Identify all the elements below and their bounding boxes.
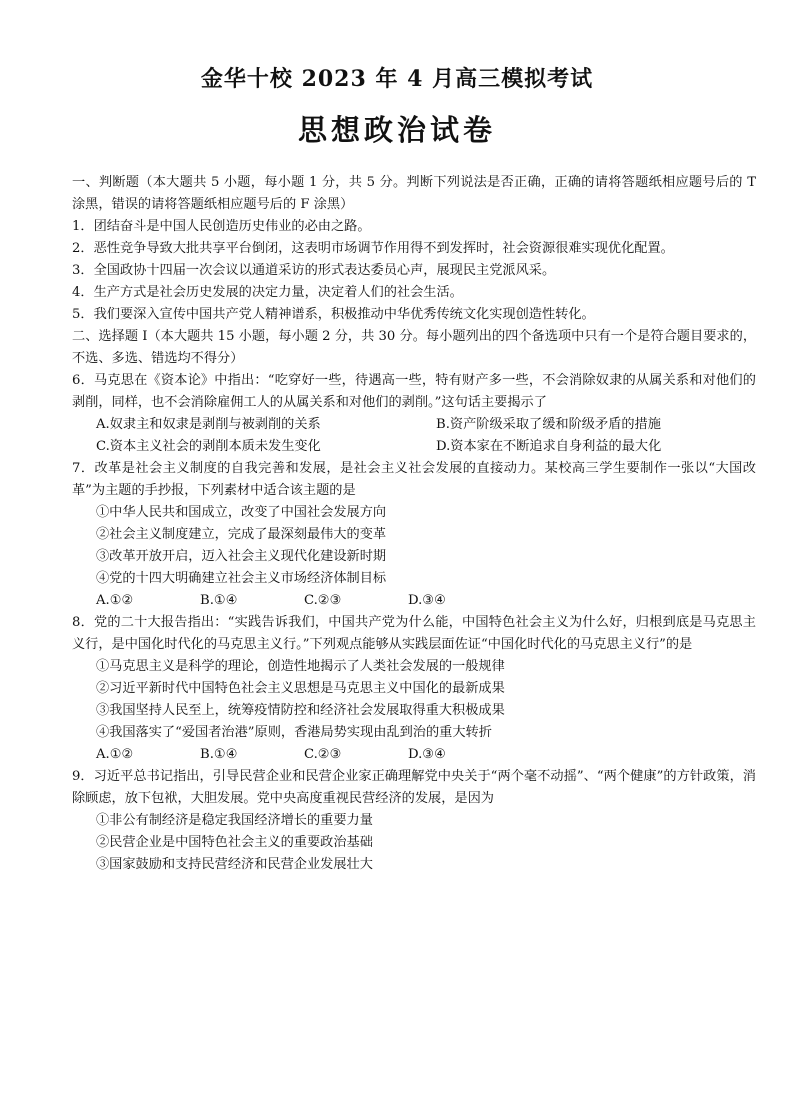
judge-item-5: 5．我们要深入宣传中国共产党人精神谱系，积极推动中华优秀传统文化实现创造性转化。 <box>72 307 595 322</box>
judge-item-3: 3．全国政协十四届一次会议以通道采访的形式表达委员心声，展现民主党派风采。 <box>72 263 556 278</box>
q8-option-d: D.③④ <box>408 747 446 762</box>
q8-option-b: B.①④ <box>200 747 238 762</box>
q7-item-1: ①中华人民共和国成立，改变了中国社会发展方向 <box>96 505 387 520</box>
judge-item-2: 2．恶性竞争导致大批共享平台倒闭，这表明市场调节作用得不到发挥时，社会资源很难实现优化配置。 <box>72 241 674 256</box>
q7-item-2: ②社会主义制度建立，完成了最深刻最伟大的变革 <box>96 527 387 542</box>
judge-item-1: 1．团结奋斗是中国人民创造历史伟业的必由之路。 <box>72 219 371 234</box>
judge-item-4: 4．生产方式是社会历史发展的决定力量，决定着人们的社会生活。 <box>72 285 463 300</box>
exam-title: 金华十校 2023 年 4 月高三模拟考试 <box>200 66 594 92</box>
q8-item-2: ②习近平新时代中国特色社会主义思想是马克思主义中国化的最新成果 <box>96 681 505 696</box>
q6-options-row1 <box>72 414 756 436</box>
q9-item-3: ③国家鼓励和支持民营经济和民营企业发展壮大 <box>96 857 373 872</box>
exam-subject-title: 思想政治试卷 <box>297 113 496 147</box>
q7-option-c: C.②③ <box>304 593 342 608</box>
q7-option-a: A.①② <box>96 593 134 608</box>
q6-option-b: B.资产阶级采取了缓和阶级矛盾的措施 <box>436 417 661 432</box>
q7-option-b: B.①④ <box>200 593 238 608</box>
q8-item-4: ④我国落实了“爱国者治港”原则，香港局势实现由乱到治的重大转折 <box>96 725 492 740</box>
q7-item-3: ③改革开放开启，迈入社会主义现代化建设新时期 <box>96 549 387 564</box>
q8-option-c: C.②③ <box>304 747 342 762</box>
q8-item-3: ③我国坚持人民至上，统筹疫情防控和经济社会发展取得重大积极成果 <box>96 703 505 718</box>
q7-options <box>72 590 756 612</box>
q8-item-1: ①马克思主义是科学的理论，创造性地揭示了人类社会发展的一般规律 <box>96 659 505 674</box>
q9-item-2: ②民营企业是中国特色社会主义的重要政治基础 <box>96 835 373 850</box>
q8-options <box>72 744 756 766</box>
q8-option-a: A.①② <box>96 747 134 762</box>
q9-item-1: ①非公有制经济是稳定我国经济增长的重要力量 <box>96 813 373 828</box>
q6-options-row2 <box>72 436 756 458</box>
q7-stem: 7．改革是社会主义制度的自我完善和发展，是社会主义社会发展的直接动力。某校高三学生要制作一张以“大国改革”为主题的手抄报，下列素材中适合该主题的是 <box>72 461 756 498</box>
exam-content <box>72 172 756 876</box>
section2-heading: 二、选择题 I（本大题共 15 小题，每小题 2 分，共 30 分。每小题列出的四个备选项中只有一个是符合题目要求的，不选、多选、错选均不得分） <box>72 329 756 366</box>
q7-option-d: D.③④ <box>408 593 446 608</box>
section1-heading: 一、判断题（本大题共 5 小题，每小题 1 分，共 5 分。判断下列说法是否正确，正确的请将答题纸相应题号后的 T 涂黑，错误的请将答题纸相应题号后的 F 涂黑） <box>72 175 756 212</box>
q7-item-4: ④党的十四大明确建立社会主义市场经济体制目标 <box>96 571 387 586</box>
q6-option-a: A.奴隶主和奴隶是剥削与被剥削的关系 <box>96 417 321 432</box>
q6-stem: 6．马克思在《资本论》中指出：“吃穿好一些，待遇高一些，特有财产多一些，不会消除奴隶的从属关系和对他们的剥削，同样，也不会消除雇佣工人的从属关系和对他们的剥削。”这句话主要揭示了 <box>72 373 756 410</box>
q8-stem: 8．党的二十大报告指出：“实践告诉我们，中国共产党为什么能，中国特色社会主义为什么好，归根到底是马克思主义行，是中国化时代化的马克思主义行。”下列观点能够从实践层面佐证“中国化时代化的马克思主义行”的是 <box>72 615 756 652</box>
q6-option-d: D.资本家在不断追求自身利益的最大化 <box>436 439 662 454</box>
q9-stem: 9．习近平总书记指出，引导民营企业和民营企业家正确理解党中央关于“两个毫不动摇”、“两个健康”的方针政策，消除顾虑，放下包袱，大胆发展。党中央高度重视民营经济的发展，是因为 <box>72 769 756 806</box>
q6-option-c: C.资本主义社会的剥削本质未发生变化 <box>96 439 321 454</box>
